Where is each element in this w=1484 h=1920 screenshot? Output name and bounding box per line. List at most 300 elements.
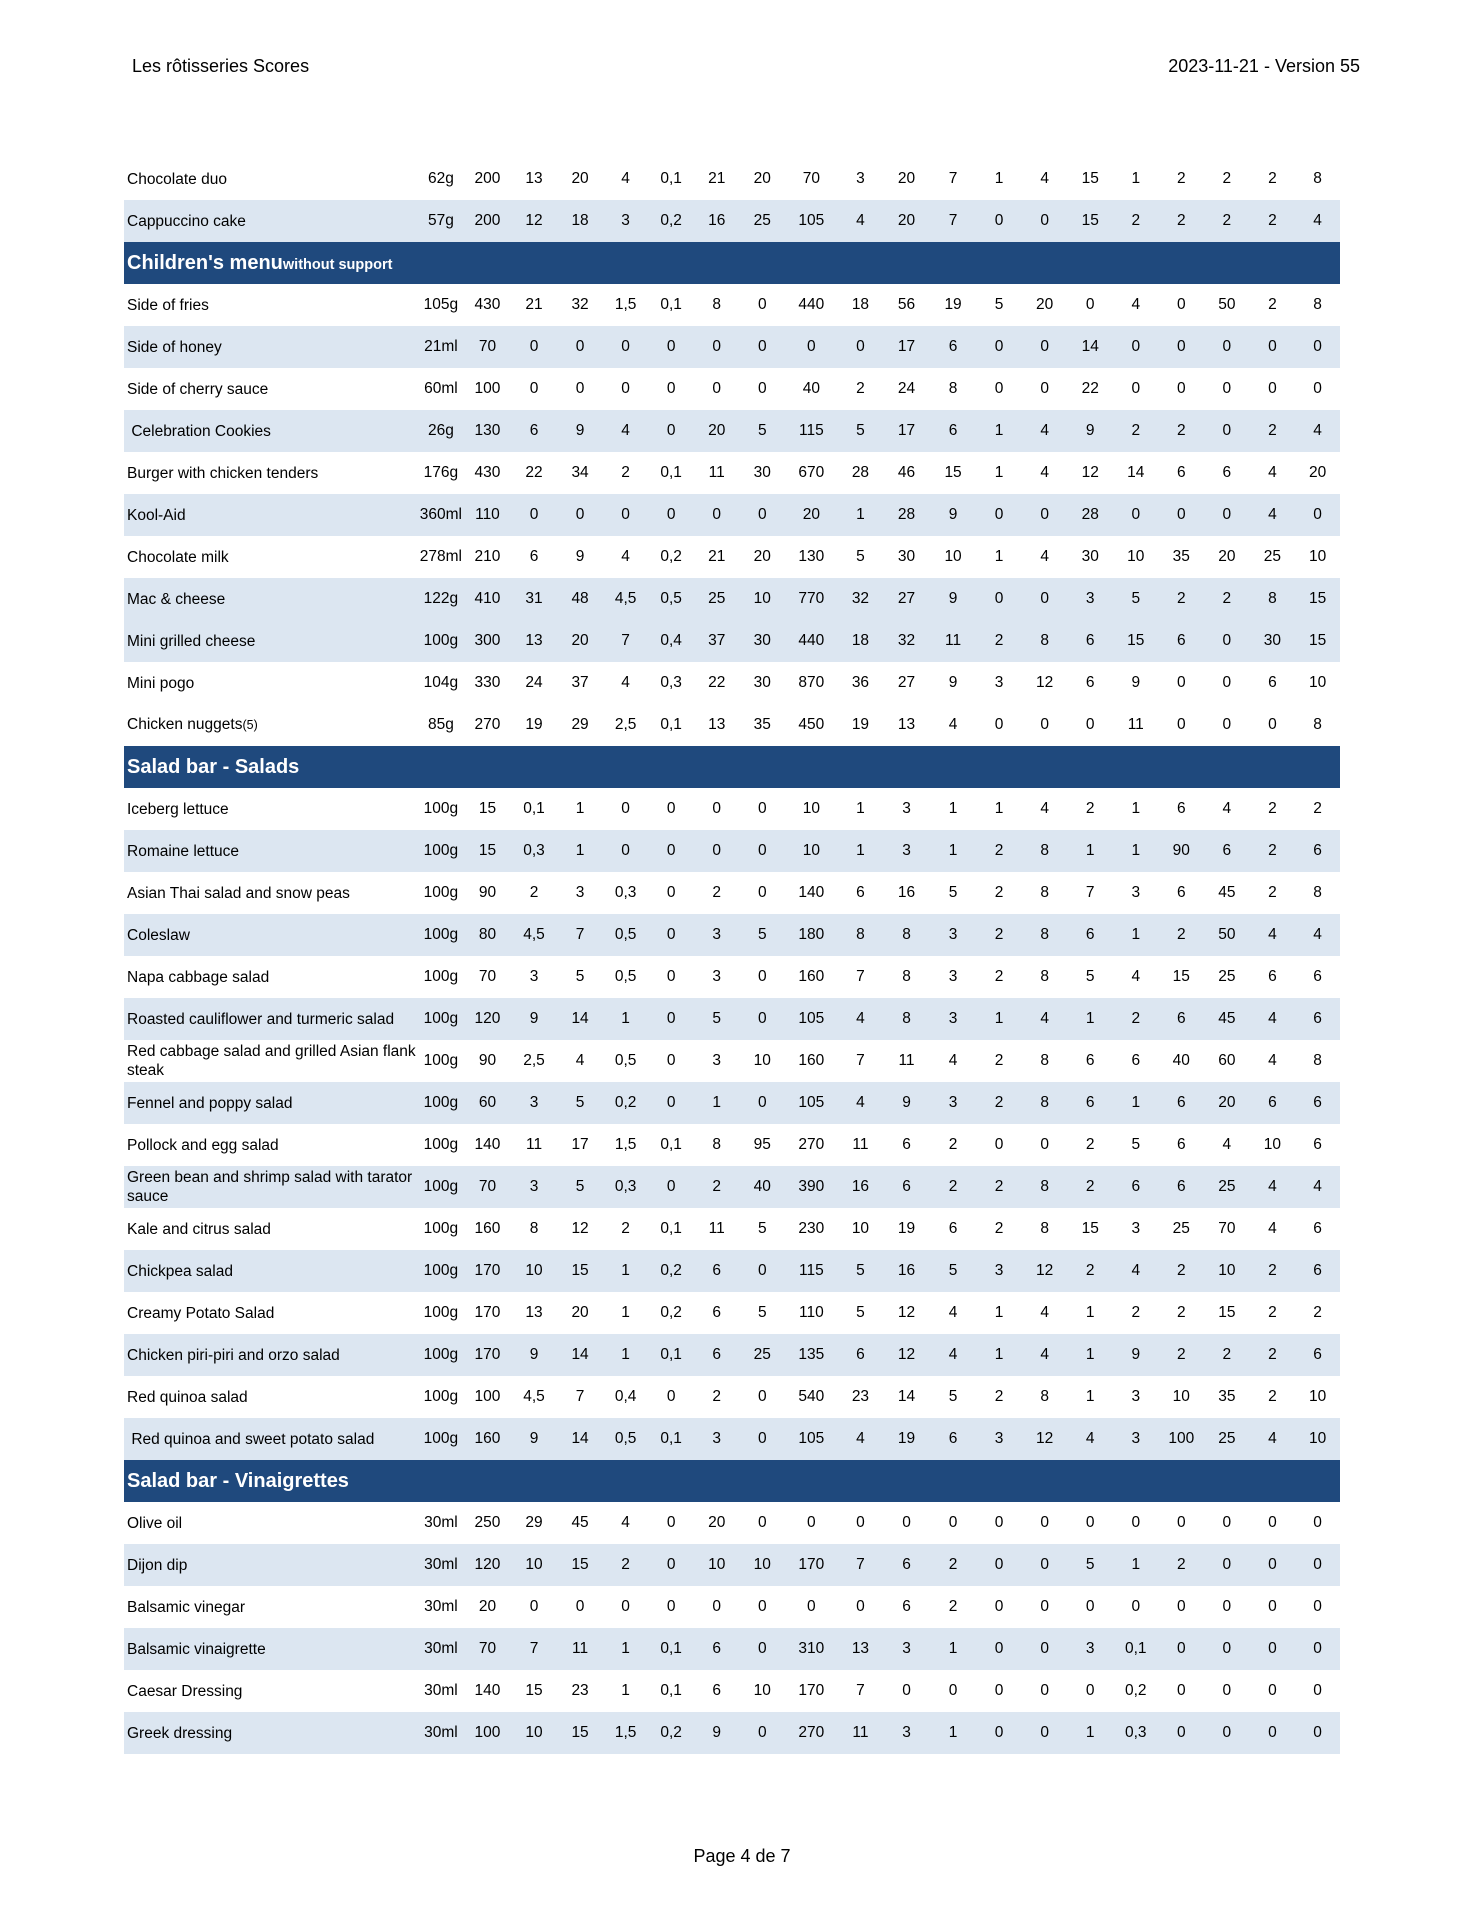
value-cell: 2 xyxy=(1204,200,1250,242)
value-cell: 8 xyxy=(712,1136,722,1153)
value-cell: 170 xyxy=(464,1250,511,1292)
item-name: Dijon dip xyxy=(127,1556,188,1574)
value-cell: 0 xyxy=(994,716,1004,733)
section-title: Salad bar - Vinaigrettes xyxy=(127,1469,349,1492)
value-cell: 0,3 xyxy=(614,884,637,901)
value-cell: 10 xyxy=(1127,548,1145,565)
value-cell: 8 xyxy=(1040,1220,1049,1237)
value-cell: 25 xyxy=(739,200,785,242)
value-cell: 0,2 xyxy=(648,200,694,242)
value-cell: 28 xyxy=(883,494,930,536)
value-cell: 0 xyxy=(976,1544,1022,1586)
table-row xyxy=(124,536,1340,578)
value-cell: 9 xyxy=(1067,410,1113,452)
value-cell: 4 xyxy=(948,1304,958,1321)
value-cell: 7 xyxy=(856,968,865,985)
value-cell: 6 xyxy=(694,1250,740,1292)
value-cell: 6 xyxy=(712,1682,722,1699)
value-cell: 0 xyxy=(666,800,676,817)
item-name: Celebration Cookies xyxy=(127,422,271,440)
item-name-cell xyxy=(124,1040,418,1082)
value-cell: 0,2 xyxy=(660,548,682,565)
portion-cell: 100g xyxy=(423,968,459,985)
value-cell: 230 xyxy=(798,1220,825,1237)
value-cell: 10 xyxy=(802,800,820,817)
value-cell: 2 xyxy=(1159,410,1205,452)
value-cell: 6 xyxy=(1268,674,1277,691)
value-cell: 0,5 xyxy=(614,1052,637,1069)
value-cell: 2 xyxy=(1250,830,1296,872)
value-cell: 9 xyxy=(1131,674,1141,691)
value-cell: 3 xyxy=(1131,1388,1141,1405)
value-cell: 0,1 xyxy=(660,716,682,733)
value-cell: 6 xyxy=(1222,464,1232,481)
value-cell: 11 xyxy=(1127,716,1144,733)
value-cell: 37 xyxy=(694,620,740,662)
table-row xyxy=(124,914,1340,956)
value-cell: 0 xyxy=(1204,1712,1250,1754)
value-cell: 7 xyxy=(948,170,958,187)
value-cell: 11 xyxy=(930,620,977,662)
value-cell: 6 xyxy=(1176,884,1186,901)
table-row xyxy=(124,1376,1340,1418)
value-cell: 2 xyxy=(976,914,1022,956)
value-cell: 5 xyxy=(1131,1136,1141,1153)
portion-cell: 100g xyxy=(418,830,465,872)
section-header-row xyxy=(124,1460,1340,1502)
value-cell: 2 xyxy=(1250,200,1296,242)
item-name: Coleslaw xyxy=(127,926,190,944)
item-name-cell xyxy=(124,1376,418,1418)
value-cell: 7 xyxy=(856,1682,865,1699)
value-cell: 1 xyxy=(1113,1082,1159,1124)
value-cell: 35 xyxy=(1218,1388,1236,1405)
value-cell: 0,1 xyxy=(648,1418,694,1460)
value-cell: 2 xyxy=(1159,578,1205,620)
value-cell: 3 xyxy=(883,1628,930,1670)
value-cell: 7 xyxy=(1085,884,1095,901)
value-cell: 0,1 xyxy=(660,1682,682,1699)
value-cell: 1,5 xyxy=(614,296,637,313)
value-cell: 8 xyxy=(1313,884,1322,901)
item-name-cell xyxy=(124,998,418,1040)
value-cell: 105 xyxy=(785,1082,838,1124)
value-cell: 2 xyxy=(1113,200,1159,242)
value-cell: 25 xyxy=(739,1334,785,1376)
value-cell: 14 xyxy=(557,998,603,1040)
value-cell: 15 xyxy=(525,1682,543,1699)
value-cell: 10 xyxy=(1295,1418,1340,1460)
value-cell: 0,2 xyxy=(603,1082,649,1124)
value-cell: 12 xyxy=(1022,1250,1068,1292)
value-cell: 110 xyxy=(798,1304,824,1321)
value-cell: 11 xyxy=(898,1052,915,1069)
value-cell: 17 xyxy=(571,1136,589,1153)
value-cell: 6 xyxy=(1313,968,1322,985)
value-cell: 16 xyxy=(897,884,916,901)
value-cell: 1 xyxy=(1067,1334,1113,1376)
value-cell: 1 xyxy=(1067,830,1113,872)
value-cell: 5 xyxy=(694,998,740,1040)
table-row xyxy=(124,284,1340,326)
value-cell: 3 xyxy=(1131,884,1141,901)
value-cell: 0 xyxy=(1022,200,1068,242)
value-cell: 19 xyxy=(897,1220,916,1237)
portion-cell: 57g xyxy=(418,200,465,242)
value-cell: 10 xyxy=(753,1052,771,1069)
value-cell: 6 xyxy=(1295,998,1340,1040)
item-name: Kale and citrus salad xyxy=(127,1220,271,1238)
value-cell: 3 xyxy=(575,884,585,901)
table-row xyxy=(124,326,1340,368)
value-cell: 10 xyxy=(1172,1388,1190,1405)
portion-cell: 100g xyxy=(418,1250,465,1292)
value-cell: 1 xyxy=(1067,1712,1113,1754)
value-cell: 0 xyxy=(1176,1682,1186,1699)
value-cell: 0 xyxy=(739,1250,785,1292)
value-cell: 0 xyxy=(1222,1682,1232,1699)
table-row xyxy=(124,494,1340,536)
value-cell: 22 xyxy=(525,464,543,481)
value-cell: 0 xyxy=(648,326,694,368)
value-cell: 3 xyxy=(856,170,865,187)
value-cell: 5 xyxy=(948,884,958,901)
value-cell: 0 xyxy=(603,326,649,368)
value-cell: 0 xyxy=(757,380,767,397)
item-name: Chicken nuggets xyxy=(127,716,243,733)
value-cell: 6 xyxy=(694,1628,740,1670)
value-cell: 430 xyxy=(474,296,501,313)
value-cell: 2 xyxy=(1204,578,1250,620)
value-cell: 0 xyxy=(621,800,630,817)
value-cell: 9 xyxy=(930,578,977,620)
value-cell: 4 xyxy=(621,674,630,691)
value-cell: 0 xyxy=(648,494,694,536)
value-cell: 2 xyxy=(1131,1304,1141,1321)
value-cell: 0,2 xyxy=(648,1250,694,1292)
item-name: Cappuccino cake xyxy=(127,212,246,230)
value-cell: 0 xyxy=(976,578,1022,620)
value-cell: 4,5 xyxy=(511,914,558,956)
value-cell: 0 xyxy=(976,326,1022,368)
value-cell: 17 xyxy=(883,410,930,452)
item-name: Chicken piri-piri and orzo salad xyxy=(127,1346,340,1364)
item-name-cell xyxy=(124,1082,418,1124)
value-cell: 0 xyxy=(1085,1514,1095,1531)
value-cell: 250 xyxy=(474,1514,501,1531)
value-cell: 0 xyxy=(1268,716,1277,733)
item-name-cell xyxy=(124,662,418,704)
value-cell: 31 xyxy=(511,578,558,620)
value-cell: 2 xyxy=(1313,800,1322,817)
table-row xyxy=(124,200,1340,242)
value-cell: 6 xyxy=(1131,1052,1141,1069)
value-cell: 15 xyxy=(1113,620,1159,662)
value-cell: 90 xyxy=(1159,830,1205,872)
portion-cell: 30ml xyxy=(418,1544,465,1586)
value-cell: 0 xyxy=(666,968,676,985)
value-cell: 6 xyxy=(883,1166,930,1208)
value-cell: 105 xyxy=(785,998,838,1040)
value-cell: 0 xyxy=(902,1682,911,1699)
value-cell: 4 xyxy=(1022,410,1068,452)
value-cell: 0 xyxy=(1204,410,1250,452)
item-name: Red quinoa and sweet potato salad xyxy=(127,1430,375,1448)
value-cell: 2 xyxy=(621,464,630,481)
table-row xyxy=(124,368,1340,410)
value-cell: 2 xyxy=(994,884,1004,901)
table-row xyxy=(124,1250,1340,1292)
item-name: Red cabbage salad and grilled Asian flank steak xyxy=(127,1043,420,1079)
value-cell: 1 xyxy=(1113,1544,1159,1586)
portion-cell: 30ml xyxy=(424,1682,458,1699)
value-cell: 20 xyxy=(557,620,603,662)
item-name: Mini pogo xyxy=(127,674,195,692)
value-cell: 12 xyxy=(897,1304,916,1321)
portion-cell: 104g xyxy=(423,674,459,691)
value-cell: 1 xyxy=(1085,1388,1095,1405)
value-cell: 3 xyxy=(511,1082,558,1124)
value-cell: 3 xyxy=(603,200,649,242)
value-cell: 2 xyxy=(1268,884,1277,901)
value-cell: 15 xyxy=(464,830,511,872)
value-cell: 35 xyxy=(753,716,771,733)
table-row xyxy=(124,1544,1340,1586)
value-cell: 4 xyxy=(1250,998,1296,1040)
value-cell: 2 xyxy=(1085,1136,1095,1153)
value-cell: 2 xyxy=(1159,1334,1205,1376)
value-cell: 200 xyxy=(474,170,501,187)
value-cell: 4 xyxy=(1040,170,1049,187)
value-cell: 6 xyxy=(1176,800,1186,817)
value-cell: 30 xyxy=(897,548,916,565)
value-cell: 1 xyxy=(930,1712,977,1754)
value-cell: 6 xyxy=(1295,1250,1340,1292)
value-cell: 5 xyxy=(757,1220,767,1237)
value-cell: 2 xyxy=(1159,1544,1205,1586)
value-cell: 0,2 xyxy=(660,1304,682,1321)
value-cell: 1 xyxy=(994,800,1004,817)
value-cell: 0 xyxy=(666,1598,676,1615)
value-cell: 8 xyxy=(883,998,930,1040)
value-cell: 0,1 xyxy=(660,1220,682,1237)
value-cell: 2 xyxy=(1250,1334,1296,1376)
item-name-cell xyxy=(124,326,418,368)
item-name-cell xyxy=(124,1544,418,1586)
value-cell: 8 xyxy=(1313,296,1322,313)
value-cell: 310 xyxy=(785,1628,838,1670)
value-cell: 11 xyxy=(525,1136,543,1153)
item-name-cell xyxy=(124,536,418,578)
value-cell: 1 xyxy=(976,1334,1022,1376)
value-cell: 28 xyxy=(851,464,870,481)
item-name: Romaine lettuce xyxy=(127,842,240,860)
value-cell: 0 xyxy=(1159,494,1205,536)
value-cell: 9 xyxy=(694,1712,740,1754)
value-cell: 3 xyxy=(1067,1628,1113,1670)
value-cell: 46 xyxy=(897,464,916,481)
value-cell: 27 xyxy=(897,674,916,691)
value-cell: 0 xyxy=(757,800,767,817)
portion-cell: 62g xyxy=(427,170,454,187)
value-cell: 6 xyxy=(1295,830,1340,872)
value-cell: 16 xyxy=(883,1250,930,1292)
value-cell: 2 xyxy=(694,1166,740,1208)
value-cell: 0 xyxy=(757,884,767,901)
item-name-cell xyxy=(124,1712,418,1754)
portion-cell: 278ml xyxy=(419,548,462,565)
value-cell: 6 xyxy=(1268,968,1277,985)
value-cell: 0,1 xyxy=(523,800,545,817)
value-cell: 3 xyxy=(930,1082,977,1124)
value-cell: 3 xyxy=(529,968,539,985)
item-name-cell xyxy=(124,284,418,326)
value-cell: 70 xyxy=(1218,1220,1236,1237)
table-row xyxy=(124,704,1340,746)
item-name-cell xyxy=(124,1124,418,1166)
value-cell: 1 xyxy=(1085,1304,1095,1321)
value-cell: 45 xyxy=(571,1514,589,1531)
value-cell: 2 xyxy=(976,620,1022,662)
value-cell: 0 xyxy=(1176,1598,1186,1615)
value-cell: 870 xyxy=(798,674,825,691)
value-cell: 7 xyxy=(557,914,603,956)
value-cell: 0 xyxy=(1085,1682,1095,1699)
value-cell: 25 xyxy=(1204,1166,1250,1208)
value-cell: 2 xyxy=(856,380,865,397)
value-cell: 9 xyxy=(883,1082,930,1124)
value-cell: 1 xyxy=(621,1682,630,1699)
table-row xyxy=(124,1502,1340,1544)
value-cell: 15 xyxy=(1172,968,1190,985)
item-name-cell xyxy=(124,494,418,536)
item-name-cell xyxy=(124,830,418,872)
value-cell: 0 xyxy=(1040,716,1049,733)
portion-cell: 100g xyxy=(423,1136,459,1153)
value-cell: 1 xyxy=(838,830,884,872)
value-cell: 6 xyxy=(529,548,539,565)
value-cell: 15 xyxy=(1081,170,1099,187)
value-cell: 15 xyxy=(1218,1304,1236,1321)
value-cell: 0 xyxy=(757,296,767,313)
value-cell: 3 xyxy=(948,968,958,985)
value-cell: 0 xyxy=(648,1166,694,1208)
value-cell: 160 xyxy=(464,1418,511,1460)
value-cell: 6 xyxy=(930,1418,977,1460)
value-cell: 0 xyxy=(1085,716,1095,733)
value-cell: 0 xyxy=(1250,326,1296,368)
item-name: Greek dressing xyxy=(127,1724,233,1742)
value-cell: 5 xyxy=(948,1388,958,1405)
value-cell: 3 xyxy=(976,1250,1022,1292)
value-cell: 20 xyxy=(753,548,771,565)
value-cell: 32 xyxy=(571,296,589,313)
value-cell: 270 xyxy=(798,1136,825,1153)
value-cell: 160 xyxy=(798,968,825,985)
value-cell: 130 xyxy=(798,548,825,565)
value-cell: 35 xyxy=(1172,548,1190,565)
value-cell: 0,3 xyxy=(1113,1712,1159,1754)
value-cell: 5 xyxy=(1085,968,1095,985)
section-title: Salad bar - Salads xyxy=(127,755,300,778)
table-row xyxy=(124,410,1340,452)
value-cell: 56 xyxy=(897,296,916,313)
value-cell: 16 xyxy=(694,200,740,242)
value-cell: 140 xyxy=(798,884,825,901)
value-cell: 30 xyxy=(753,464,771,481)
item-name-cell xyxy=(124,452,418,494)
value-cell: 0 xyxy=(807,1514,816,1531)
value-cell: 10 xyxy=(739,1544,785,1586)
item-name: Roasted cauliflower and turmeric salad xyxy=(127,1010,395,1028)
value-cell: 70 xyxy=(464,1166,511,1208)
value-cell: 0 xyxy=(1222,1598,1232,1615)
value-cell: 0 xyxy=(1085,1598,1095,1615)
item-name: Fennel and poppy salad xyxy=(127,1094,293,1112)
value-cell: 70 xyxy=(802,170,820,187)
value-cell: 6 xyxy=(902,1136,911,1153)
value-cell: 5 xyxy=(856,1304,865,1321)
value-cell: 0,4 xyxy=(614,1388,637,1405)
value-cell: 3 xyxy=(694,914,740,956)
value-cell: 7 xyxy=(930,200,977,242)
item-name: Napa cabbage salad xyxy=(127,968,270,986)
value-cell: 4 xyxy=(1022,998,1068,1040)
value-cell: 3 xyxy=(712,1052,722,1069)
value-cell: 30 xyxy=(1081,548,1099,565)
value-cell: 0 xyxy=(694,326,740,368)
value-cell: 4 xyxy=(1131,968,1141,985)
value-cell: 24 xyxy=(897,380,916,397)
value-cell: 12 xyxy=(1036,674,1054,691)
value-cell: 0 xyxy=(948,1682,958,1699)
value-cell: 0 xyxy=(511,326,558,368)
value-cell: 10 xyxy=(739,578,785,620)
value-cell: 23 xyxy=(851,1388,870,1405)
value-cell: 4 xyxy=(1040,548,1049,565)
value-cell: 12 xyxy=(511,200,558,242)
value-cell: 170 xyxy=(785,1544,838,1586)
value-cell: 0 xyxy=(1176,1514,1186,1531)
value-cell: 23 xyxy=(571,1682,589,1699)
value-cell: 0 xyxy=(1222,380,1232,397)
value-cell: 14 xyxy=(557,1418,603,1460)
value-cell: 0,1 xyxy=(648,1334,694,1376)
nutrition-table-body xyxy=(124,158,1340,1754)
value-cell: 0,1 xyxy=(660,296,682,313)
item-name-cell xyxy=(124,1250,418,1292)
value-cell: 270 xyxy=(785,1712,838,1754)
value-cell: 4 xyxy=(1250,494,1296,536)
value-cell: 45 xyxy=(1218,884,1236,901)
value-cell: 5 xyxy=(1113,578,1159,620)
value-cell: 3 xyxy=(883,830,930,872)
value-cell: 0 xyxy=(648,1082,694,1124)
value-cell: 20 xyxy=(897,170,916,187)
value-cell: 130 xyxy=(464,410,511,452)
item-name-cell xyxy=(124,1586,418,1628)
portion-cell: 30ml xyxy=(418,1628,465,1670)
value-cell: 0 xyxy=(529,380,539,397)
value-cell: 4 xyxy=(1040,800,1049,817)
value-cell: 200 xyxy=(464,200,511,242)
value-cell: 15 xyxy=(1295,578,1340,620)
value-cell: 0 xyxy=(1250,1628,1296,1670)
value-cell: 6 xyxy=(930,326,977,368)
value-cell: 8 xyxy=(902,968,911,985)
value-cell: 8 xyxy=(1022,914,1068,956)
value-cell: 29 xyxy=(571,716,589,733)
